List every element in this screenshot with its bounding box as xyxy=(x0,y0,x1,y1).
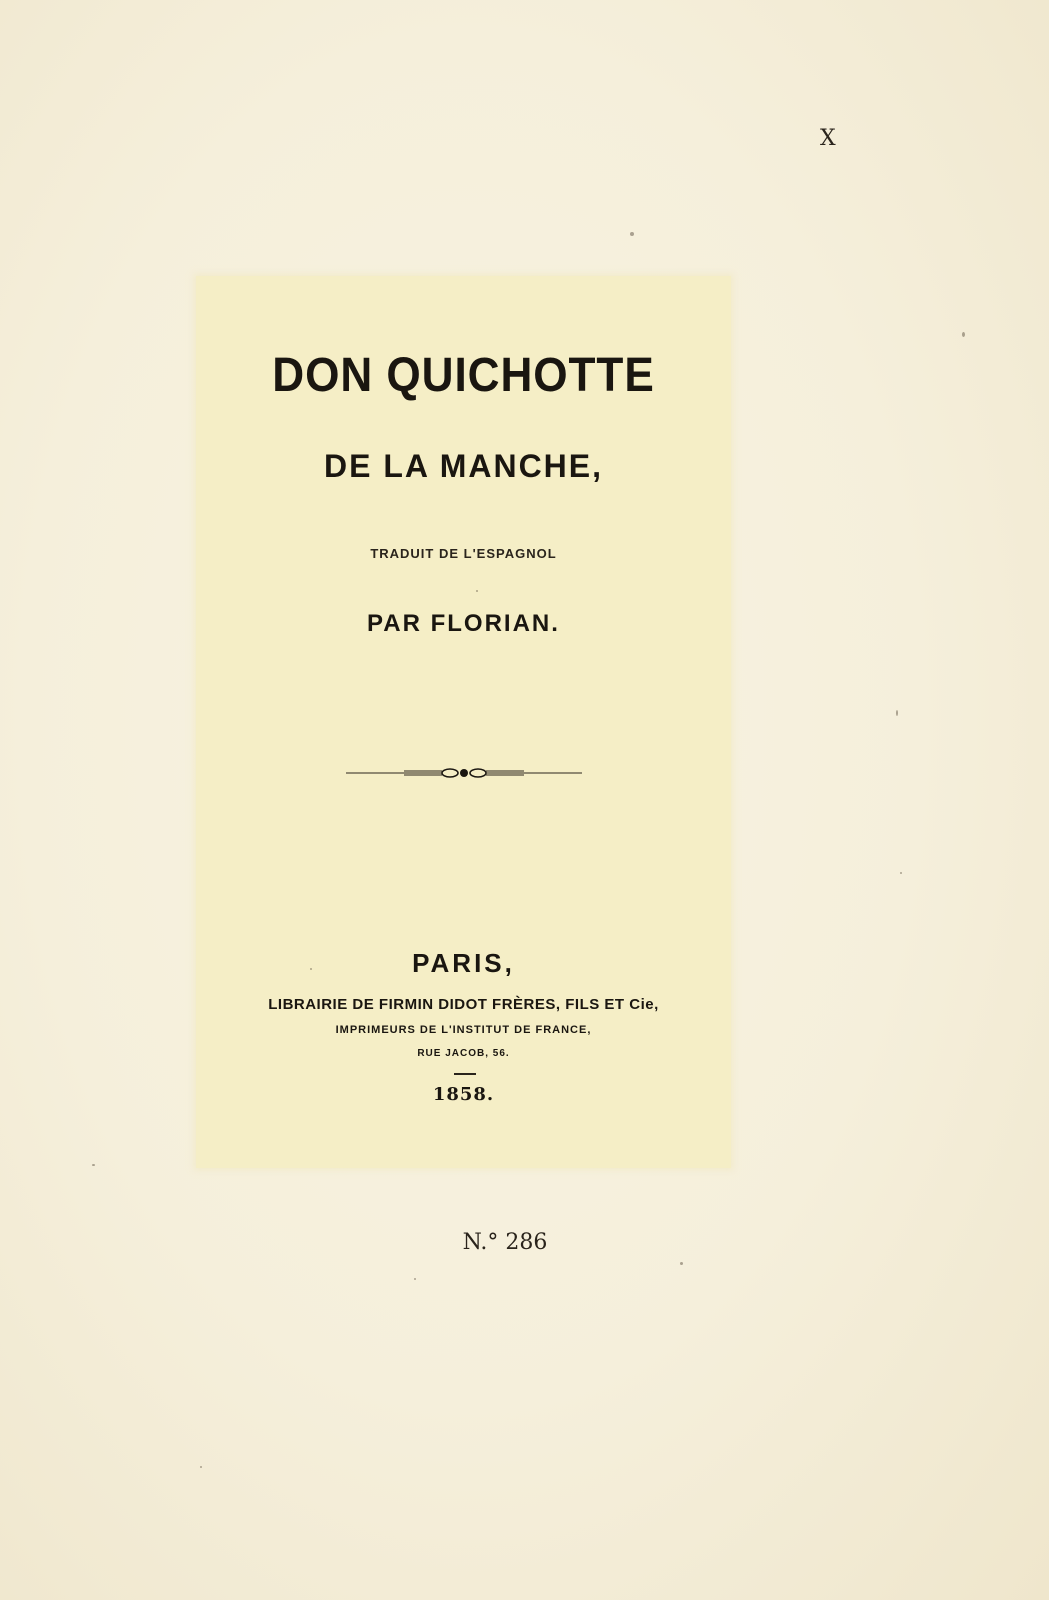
paper-speck xyxy=(414,1278,416,1280)
paper-speck xyxy=(476,590,478,592)
ornament-divider-icon xyxy=(344,764,584,782)
imprint-rule xyxy=(454,1073,476,1075)
imprint-address: RUE JACOB, 56. xyxy=(417,1048,510,1059)
imprint-printers: IMPRIMEURS DE L'INSTITUT DE FRANCE, xyxy=(335,1024,592,1036)
copy-number: N.° 286 xyxy=(462,1230,548,1255)
imprint-publisher: LIBRAIRIE DE FIRMIN DIDOT FRÈRES, FILS ET Cie, xyxy=(268,996,659,1013)
paper-speck xyxy=(92,1164,95,1166)
imprint-city: PARIS, xyxy=(412,948,515,978)
paper-speck xyxy=(900,872,902,874)
book-subtitle: DE LA MANCHE, xyxy=(323,448,604,484)
title-page-panel xyxy=(196,276,731,1168)
author-line: PAR FLORIAN. xyxy=(367,610,560,637)
paper-speck xyxy=(680,1262,683,1265)
paper-speck xyxy=(962,332,965,337)
paper-speck xyxy=(630,232,634,236)
translation-note: TRADUIT DE L'ESPAGNOL xyxy=(370,546,557,561)
book-title: DON QUICHOTTE xyxy=(272,349,655,402)
paper-speck xyxy=(310,968,312,970)
paper-speck xyxy=(200,1466,202,1468)
paper-speck xyxy=(896,710,898,716)
folio-number: X xyxy=(820,126,836,151)
imprint-year: 1858. xyxy=(432,1084,495,1105)
